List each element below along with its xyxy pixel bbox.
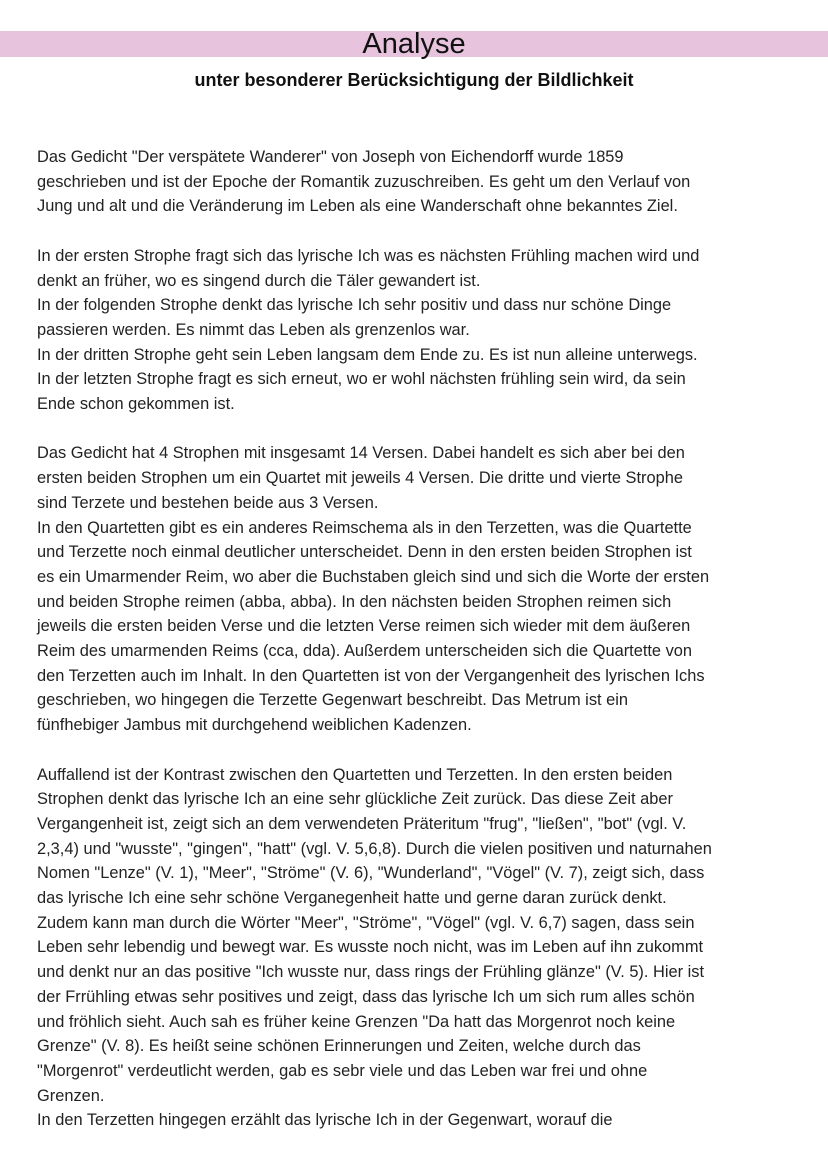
text-line: fünfhebiger Jambus mit durchgehend weiblichen Kadenzen. [37,716,472,735]
text-line: das lyrische Ich eine sehr schöne Verganegenheit hatte und gerne daran zurück denkt. [37,889,667,908]
text-line: und beiden Strophe reimen (abba, abba). In den nächsten beiden Strophen reimen sich [37,592,672,611]
text-line: In der dritten Strophe geht sein Leben langsam dem Ende zu. Es ist nun alleine unterwegs. [37,345,698,364]
text-line: Vergangenheit ist, zeigt sich an dem verwendeten Präteritum "frug", "ließen", "bot" (vgl. V. [37,814,687,833]
text-line: Zudem kann man durch die Wörter "Meer", "Ströme", "Vögel" (vgl. V. 6,7) sagen, dass sein [37,913,695,932]
paragraph [37,244,797,417]
text-line: es ein Umarmender Reim, wo aber die Buchstaben gleich sind und sich die Worte der ersten [37,567,710,586]
text-line: In der ersten Strophe fragt sich das lyrische Ich was es nächsten Frühling machen wird und [37,246,700,265]
document-body [37,145,797,1158]
text-line: Leben sehr lebendig und bewegt war. Es wusste noch nicht, was im Leben auf ihn zukommt [37,938,704,957]
text-line: Das Gedicht "Der verspätete Wanderer" von Joseph von Eichendorff wurde 1859 [37,148,624,166]
text-line: und denkt nur an das positive "Ich wusste nur, dass rings der Frühling glänze" (V. 5). Hier ist [37,963,704,982]
text-line: In den Quartetten gibt es ein anderes Reimschema als in den Terzetten, was die Quartette [37,518,692,537]
text-line: und Terzette noch einmal deutlicher unterscheidet. Denn in den ersten beiden Strophen ist [37,543,692,562]
text-line: geschrieben, wo hingegen die Terzette Gegenwart beschreibt. Das Metrum ist ein [37,691,628,710]
text-line: Nomen "Lenze" (V. 1), "Meer", "Ströme" (V. 6), "Wunderland", "Vögel" (V. 7), zeigt sich, dass [37,864,705,883]
text-line: Das Gedicht hat 4 Strophen mit insgesamt 14 Versen. Dabei handelt es sich aber bei den [37,444,685,463]
text-line: Auffallend ist der Kontrast zwischen den Quartetten und Terzetten. In den ersten beiden [37,765,673,784]
text-line: In der folgenden Strophe denkt das lyrische Ich sehr positiv und dass nur schöne Dinge [37,296,672,315]
text-line: jeweils die ersten beiden Verse und die letzten Verse reimen sich wieder mit dem äußeren [37,617,691,636]
text-line: Grenzen. [37,1086,105,1105]
text-line: ersten beiden Strophen um ein Quartet mit jeweils 4 Versen. Die dritte und vierte Strophe [37,469,683,488]
text-line: In der letzten Strophe fragt es sich erneut, wo er wohl nächsten frühling sein wird, da sein [37,370,686,389]
text-line: der Frrühling etwas sehr positives und zeigt, dass das lyrische Ich um sich rum alles schön [37,987,695,1006]
text-line: und fröhlich sieht. Auch sah es früher keine Grenzen "Da hatt das Morgenrot noch keine [37,1012,676,1031]
text-line: 2,3,4) und "wusste", "gingen", "hatt" (vgl. V. 5,6,8). Durch die vielen positiven und naturnahen [37,839,712,858]
text-line: In den Terzetten hingegen erzählt das lyrische Ich in der Gegenwart, worauf die [37,1111,613,1130]
text-line: Reim des umarmenden Reims (cca, dda). Außerdem unterscheiden sich die Quartette von [37,642,693,661]
text-line: "Morgenrot" verdeutlicht werden, gab es sebr viele und das Leben war frei und ohne [37,1061,648,1080]
text-line: passieren werden. Es nimmt das Leben als grenzenlos war. [37,320,470,339]
text-line: denkt an früher, wo es singend durch die Täler gewandert ist. [37,271,481,290]
paragraph [37,763,797,1134]
page-subtitle: unter besonderer Berücksichtigung der Bildlichkeit [194,70,634,90]
text-line: sind Terzete und bestehen beide aus 3 Versen. [37,493,379,512]
text-line: den Terzetten auch im Inhalt. In den Quartetten ist von der Vergangenheit des lyrischen Ichs [37,666,705,685]
page-title: Analyse [362,28,466,60]
text-line: Grenze" (V. 8). Es heißt seine schönen Erinnerungen und Zeiten, welche durch das [37,1037,641,1056]
paragraph [37,441,797,737]
paragraph [37,145,797,219]
text-line: Jung und alt und die Veränderung im Leben als eine Wanderschaft ohne bekanntes Ziel. [37,197,678,216]
text-line: Ende schon gekommen ist. [37,395,235,414]
text-line: geschrieben und ist der Epoche der Romantik zuzuschreiben. Es geht um den Verlauf von [37,172,691,191]
text-line: Strophen denkt das lyrische Ich an eine sehr glückliche Zeit zurück. Das diese Zeit aber [37,790,673,809]
